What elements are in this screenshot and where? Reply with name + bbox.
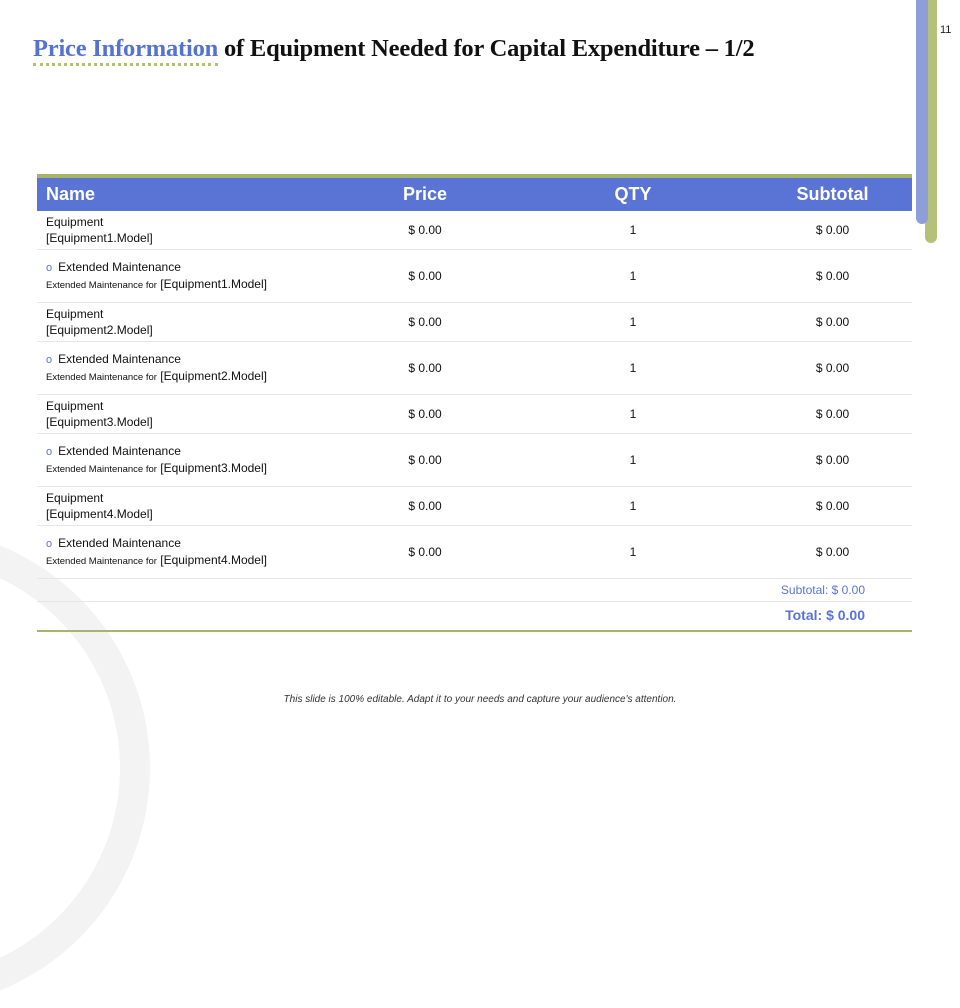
- item-model: [Equipment3.Model]: [160, 460, 267, 475]
- price-table-container: [37, 174, 912, 628]
- item-model: [Equipment4.Model]: [46, 507, 153, 521]
- item-title: Extended Maintenance: [58, 351, 181, 366]
- header-subtotal: Subtotal: [753, 178, 912, 211]
- row-price: $ 0.00: [337, 211, 513, 250]
- circle-bullet-icon: o: [46, 261, 53, 274]
- table-row: [37, 526, 912, 579]
- item-model: [Equipment3.Model]: [46, 415, 153, 429]
- circle-bullet-icon: o: [46, 537, 53, 550]
- item-title: Equipment: [46, 491, 104, 505]
- item-title: Equipment: [46, 399, 104, 413]
- row-price: $ 0.00: [337, 434, 513, 487]
- row-qty: 1: [513, 303, 753, 342]
- header-price: Price: [337, 178, 513, 211]
- table-row: [37, 487, 912, 526]
- item-model: [Equipment1.Model]: [160, 276, 267, 291]
- side-accent-bar-blue: [916, 0, 928, 224]
- item-model: [Equipment4.Model]: [160, 552, 267, 567]
- row-name: [37, 434, 337, 487]
- footer-note: This slide is 100% editable. Adapt it to your needs and capture your audience's attention.: [283, 694, 677, 705]
- row-subtotal: $ 0.00: [753, 487, 912, 526]
- row-qty: 1: [513, 342, 753, 395]
- row-price: $ 0.00: [337, 487, 513, 526]
- page-number: 11: [940, 24, 952, 36]
- subtotal-row: [37, 579, 912, 602]
- row-name: [37, 342, 337, 395]
- table-row: [37, 250, 912, 303]
- table-row: [37, 211, 912, 250]
- item-prefix: Extended Maintenance for: [46, 555, 157, 567]
- row-name: [37, 526, 337, 579]
- table-header-row: [37, 178, 912, 211]
- item-prefix: Extended Maintenance for: [46, 371, 157, 383]
- row-name: [37, 487, 337, 526]
- row-qty: 1: [513, 487, 753, 526]
- item-title: Equipment: [46, 215, 104, 229]
- row-qty: 1: [513, 434, 753, 487]
- price-table: [37, 178, 912, 628]
- header-qty: QTY: [513, 178, 753, 211]
- total-row: [37, 602, 912, 629]
- row-subtotal: $ 0.00: [753, 211, 912, 250]
- row-subtotal: $ 0.00: [753, 342, 912, 395]
- item-model: [Equipment2.Model]: [160, 368, 267, 383]
- row-price: $ 0.00: [337, 526, 513, 579]
- item-model: [Equipment1.Model]: [46, 231, 153, 245]
- item-prefix: Extended Maintenance for: [46, 279, 157, 291]
- item-title: Extended Maintenance: [58, 259, 181, 274]
- table-row: [37, 342, 912, 395]
- slide-title: [33, 35, 754, 63]
- item-title: Extended Maintenance: [58, 535, 181, 550]
- circle-bullet-icon: o: [46, 353, 53, 366]
- row-price: $ 0.00: [337, 395, 513, 434]
- row-price: $ 0.00: [337, 303, 513, 342]
- row-name: [37, 303, 337, 342]
- table-row: [37, 303, 912, 342]
- table-row: [37, 434, 912, 487]
- row-qty: 1: [513, 395, 753, 434]
- row-price: $ 0.00: [337, 342, 513, 395]
- header-name: Name: [37, 178, 337, 211]
- title-accent: Price Information: [33, 35, 218, 66]
- row-name: [37, 211, 337, 250]
- row-subtotal: $ 0.00: [753, 434, 912, 487]
- row-name: [37, 250, 337, 303]
- row-qty: 1: [513, 250, 753, 303]
- total-value: Total: $ 0.00: [785, 607, 865, 623]
- row-price: $ 0.00: [337, 250, 513, 303]
- row-qty: 1: [513, 526, 753, 579]
- row-subtotal: $ 0.00: [753, 395, 912, 434]
- subtotal-value: Subtotal: $ 0.00: [37, 579, 912, 602]
- row-qty: 1: [513, 211, 753, 250]
- item-model: [Equipment2.Model]: [46, 323, 153, 337]
- table-bottom-rule: [37, 630, 912, 632]
- item-title: Equipment: [46, 307, 104, 321]
- row-name: [37, 395, 337, 434]
- row-subtotal: $ 0.00: [753, 303, 912, 342]
- table-row: [37, 395, 912, 434]
- row-subtotal: $ 0.00: [753, 526, 912, 579]
- item-prefix: Extended Maintenance for: [46, 463, 157, 475]
- circle-bullet-icon: o: [46, 445, 53, 458]
- row-subtotal: $ 0.00: [753, 250, 912, 303]
- item-title: Extended Maintenance: [58, 443, 181, 458]
- title-rest: of Equipment Needed for Capital Expenditure – 1/2: [218, 35, 755, 62]
